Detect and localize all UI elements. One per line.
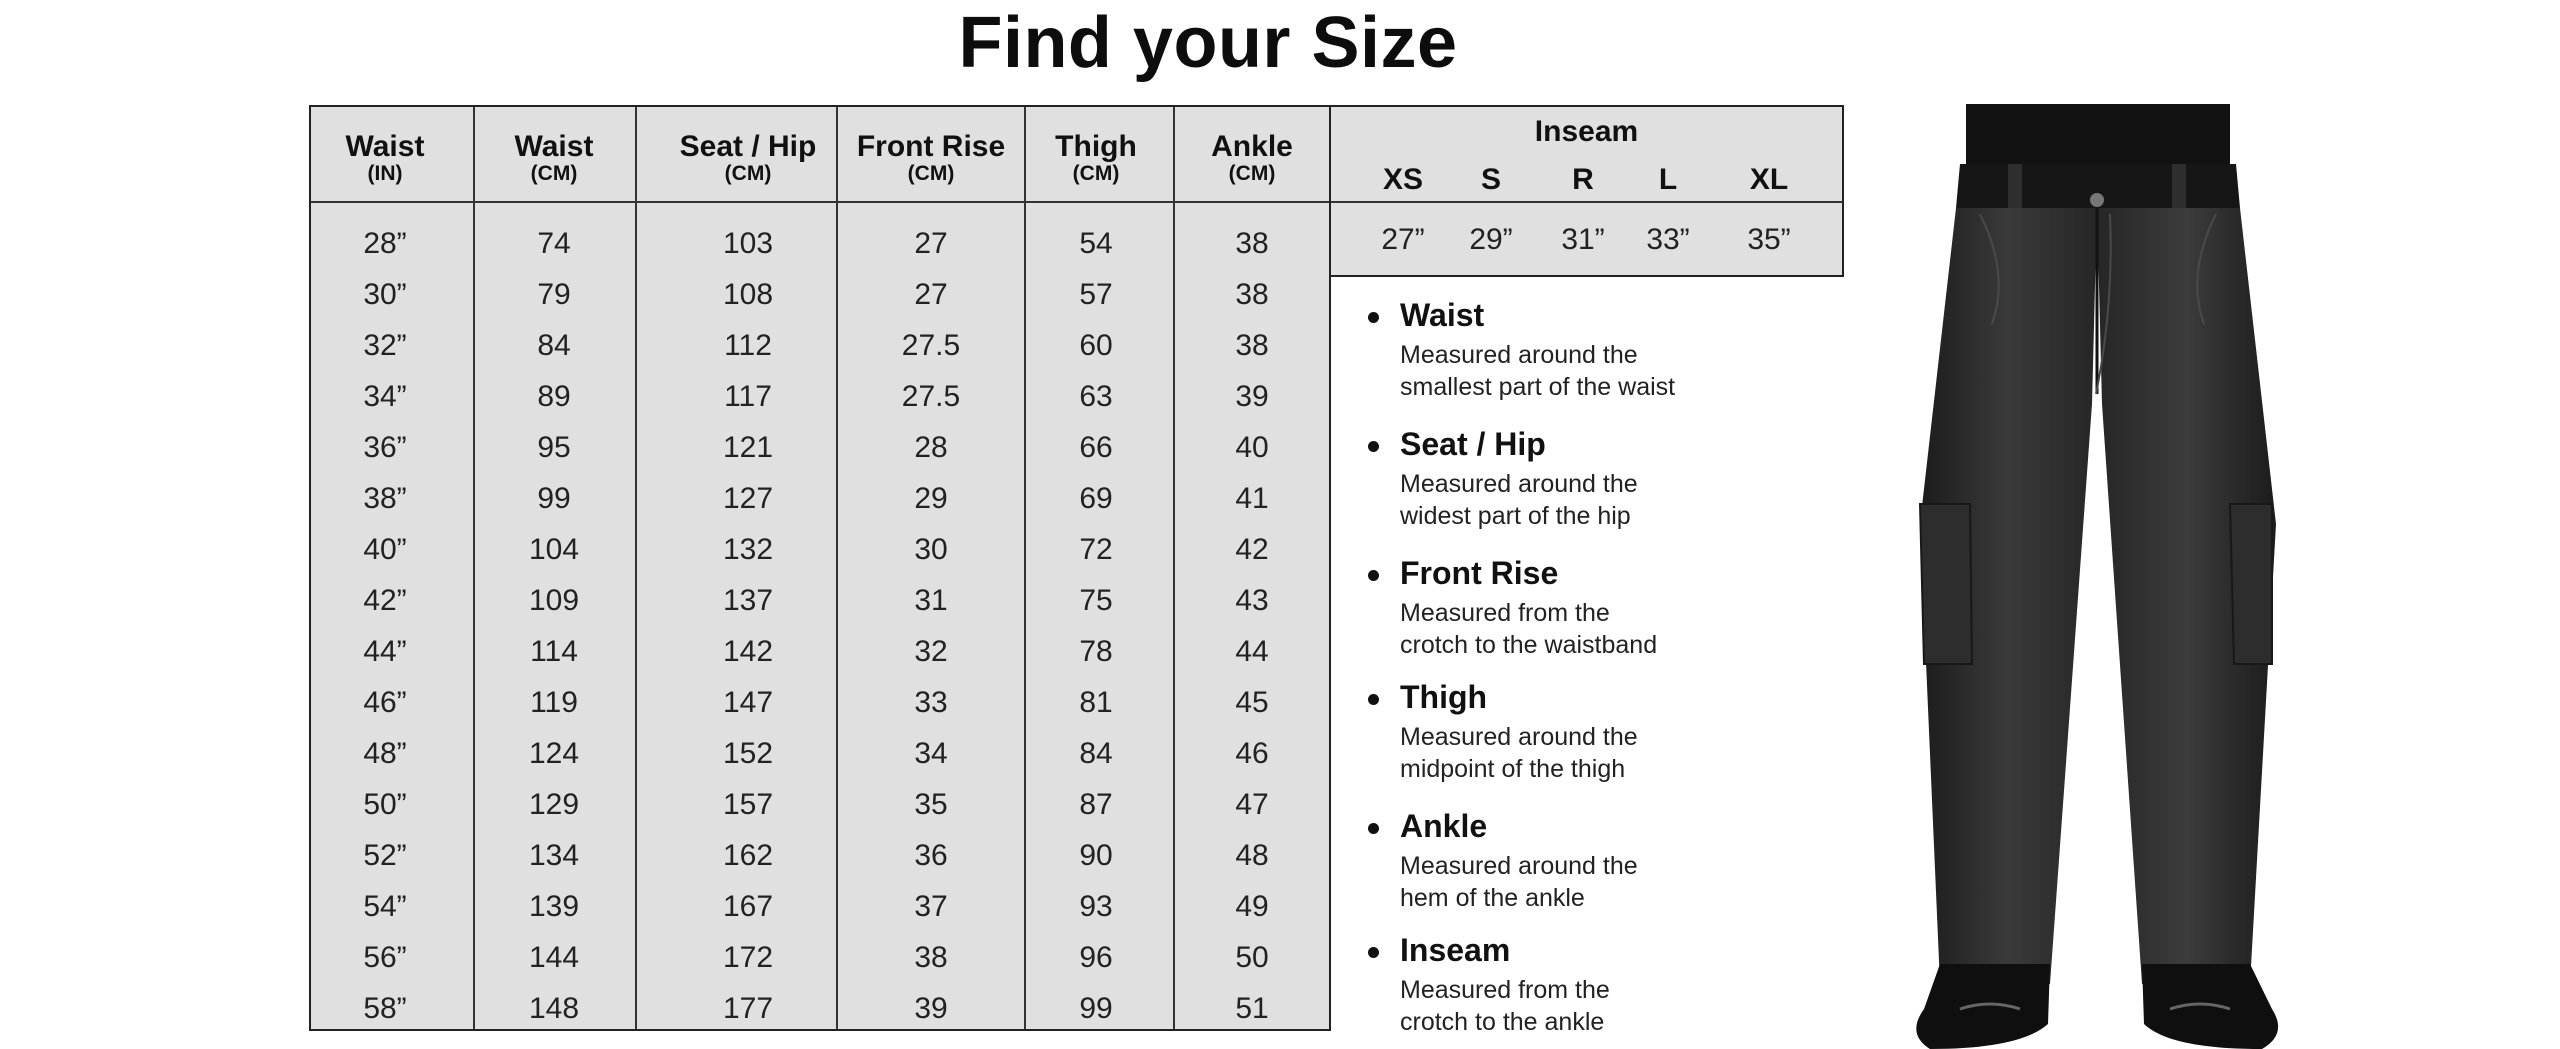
table-cell: 38” xyxy=(363,482,407,515)
table-cell: 162 xyxy=(722,839,774,872)
table-cell: 93 xyxy=(1079,890,1113,923)
table-cell: 29 xyxy=(914,482,948,515)
guide-heading: Inseam xyxy=(1400,932,1511,968)
inseam-size-label: L xyxy=(1658,163,1678,196)
table-cell: 48” xyxy=(363,737,407,770)
table-cell: 50” xyxy=(363,788,407,821)
table-cell: 104 xyxy=(528,533,580,566)
table-cell: 139 xyxy=(528,890,580,923)
table-cell: 132 xyxy=(722,533,774,566)
inseam-size-label: XS xyxy=(1382,163,1424,196)
table-cell: 90 xyxy=(1079,839,1113,872)
column-header-label: Waist xyxy=(345,130,425,163)
table-cell: 157 xyxy=(722,788,774,821)
inseam-size-label: R xyxy=(1572,163,1594,196)
table-cell: 57 xyxy=(1079,278,1113,311)
column-header-unit: (IN) xyxy=(367,162,403,185)
table-cell: 124 xyxy=(528,737,580,770)
table-cell: 38 xyxy=(1235,278,1269,311)
table-row xyxy=(311,626,1329,677)
column-header xyxy=(295,131,475,185)
column-header-unit: (CM) xyxy=(1228,162,1276,185)
table-cell: 30” xyxy=(363,278,407,311)
table-cell: 148 xyxy=(528,992,580,1025)
table-cell: 30 xyxy=(914,533,948,566)
table-row xyxy=(311,983,1329,1034)
guide-description-line: midpoint of the thigh xyxy=(1400,755,1626,783)
bullet-icon xyxy=(1368,947,1379,958)
table-cell: 66 xyxy=(1079,431,1113,464)
guide-description xyxy=(1400,850,1800,914)
column-header-label: Seat / Hip xyxy=(679,130,817,163)
table-cell: 96 xyxy=(1079,941,1113,974)
guide-description-line: hem of the ankle xyxy=(1400,884,1585,912)
trousers-image xyxy=(1900,104,2280,1049)
column-header xyxy=(658,131,838,185)
table-cell: 41 xyxy=(1235,482,1269,515)
column-header xyxy=(1162,131,1342,185)
table-cell: 78 xyxy=(1079,635,1113,668)
bullet-icon xyxy=(1368,823,1379,834)
table-cell: 56” xyxy=(363,941,407,974)
table-cell: 39 xyxy=(914,992,948,1025)
table-cell: 45 xyxy=(1235,686,1269,719)
table-cell: 167 xyxy=(722,890,774,923)
column-header-unit: (CM) xyxy=(1072,162,1120,185)
table-cell: 34 xyxy=(914,737,948,770)
guide-description-line: Measured around the xyxy=(1400,852,1638,880)
table-cell: 54” xyxy=(363,890,407,923)
column-header xyxy=(841,131,1021,185)
inseam-size-label: S xyxy=(1480,163,1501,196)
table-cell: 95 xyxy=(537,431,571,464)
table-cell: 35 xyxy=(914,788,948,821)
table-cell: 39 xyxy=(1235,380,1269,413)
table-cell: 46” xyxy=(363,686,407,719)
table-cell: 44” xyxy=(363,635,407,668)
guide-heading: Seat / Hip xyxy=(1400,426,1546,462)
table-cell: 144 xyxy=(528,941,580,974)
table-cell: 114 xyxy=(530,635,578,668)
table-cell: 84 xyxy=(1079,737,1113,770)
bullet-icon xyxy=(1368,441,1379,452)
table-cell: 60 xyxy=(1079,329,1113,362)
guide-heading: Front Rise xyxy=(1400,555,1559,591)
table-cell: 42” xyxy=(363,584,407,617)
column-header-unit: (CM) xyxy=(907,162,955,185)
table-cell: 40 xyxy=(1235,431,1269,464)
table-row xyxy=(311,830,1329,881)
table-cell: 99 xyxy=(537,482,571,515)
table-cell: 42 xyxy=(1235,533,1269,566)
table-cell: 72 xyxy=(1079,533,1113,566)
table-cell: 74 xyxy=(537,227,571,260)
table-row xyxy=(311,524,1329,575)
table-cell: 112 xyxy=(724,329,772,362)
table-cell: 46 xyxy=(1235,737,1269,770)
table-row xyxy=(311,371,1329,422)
guide-description-line: smallest part of the waist xyxy=(1400,373,1676,401)
table-cell: 147 xyxy=(722,686,774,719)
inseam-table xyxy=(1329,105,1844,277)
table-row xyxy=(311,779,1329,830)
inseam-title: Inseam xyxy=(1534,115,1639,148)
guide-description xyxy=(1400,597,1800,661)
inseam-divider xyxy=(1331,201,1842,203)
table-cell: 36 xyxy=(914,839,948,872)
table-cell: 152 xyxy=(722,737,774,770)
inseam-value: 29” xyxy=(1469,223,1513,256)
guide-description-line: Measured from the xyxy=(1400,976,1610,1004)
guide-description-line: crotch to the ankle xyxy=(1400,1008,1605,1036)
bullet-icon xyxy=(1368,312,1379,323)
table-cell: 69 xyxy=(1079,482,1113,515)
table-cell: 38 xyxy=(1235,329,1269,362)
guide-description xyxy=(1400,339,1800,403)
guide-description xyxy=(1400,721,1800,785)
table-cell: 75 xyxy=(1079,584,1113,617)
table-cell: 48 xyxy=(1235,839,1269,872)
table-cell: 89 xyxy=(537,380,571,413)
table-cell: 33 xyxy=(914,686,948,719)
table-cell: 99 xyxy=(1079,992,1113,1025)
inseam-value: 33” xyxy=(1646,223,1690,256)
table-cell: 129 xyxy=(528,788,580,821)
table-cell: 87 xyxy=(1079,788,1113,821)
table-cell: 38 xyxy=(1235,227,1269,260)
column-header-label: Ankle xyxy=(1211,130,1293,163)
table-cell: 134 xyxy=(528,839,580,872)
table-cell: 27.5 xyxy=(901,380,961,413)
table-cell: 32 xyxy=(914,635,948,668)
table-cell: 43 xyxy=(1235,584,1269,617)
header-divider xyxy=(311,201,1329,203)
table-cell: 31 xyxy=(914,584,948,617)
guide-description xyxy=(1400,468,1800,532)
table-cell: 51 xyxy=(1235,992,1269,1025)
table-row xyxy=(311,473,1329,524)
table-cell: 47 xyxy=(1235,788,1269,821)
inseam-value: 27” xyxy=(1381,223,1425,256)
table-cell: 37 xyxy=(914,890,948,923)
bullet-icon xyxy=(1368,570,1379,581)
table-cell: 63 xyxy=(1079,380,1113,413)
table-cell: 81 xyxy=(1079,686,1113,719)
table-row xyxy=(311,218,1329,269)
column-header-unit: (CM) xyxy=(530,162,578,185)
column-header xyxy=(1006,131,1186,185)
size-table xyxy=(309,105,1331,1031)
column-header-label: Thigh xyxy=(1055,130,1137,163)
page-title: Find your Size xyxy=(958,3,1458,83)
bullet-icon xyxy=(1368,694,1379,705)
guide-heading: Waist xyxy=(1400,297,1485,333)
table-row xyxy=(311,269,1329,320)
table-cell: 109 xyxy=(528,584,580,617)
table-cell: 27 xyxy=(914,278,948,311)
column-header-unit: (CM) xyxy=(724,162,772,185)
table-cell: 127 xyxy=(722,482,774,515)
table-cell: 54 xyxy=(1079,227,1113,260)
table-cell: 177 xyxy=(722,992,774,1025)
guide-description-line: crotch to the waistband xyxy=(1400,631,1658,659)
guide-description-line: Measured around the xyxy=(1400,470,1638,498)
table-cell: 27 xyxy=(914,227,948,260)
table-row xyxy=(311,575,1329,626)
table-cell: 142 xyxy=(722,635,774,668)
table-cell: 32” xyxy=(363,329,407,362)
guide-description-line: Measured around the xyxy=(1400,723,1638,751)
guide-description-line: widest part of the hip xyxy=(1400,502,1631,530)
table-cell: 27.5 xyxy=(901,329,961,362)
table-cell: 172 xyxy=(722,941,774,974)
table-row xyxy=(311,932,1329,983)
table-row xyxy=(311,881,1329,932)
table-cell: 117 xyxy=(724,380,772,413)
column-header xyxy=(464,131,644,185)
table-cell: 34” xyxy=(363,380,407,413)
table-cell: 119 xyxy=(530,686,578,719)
table-cell: 137 xyxy=(722,584,774,617)
table-cell: 84 xyxy=(537,329,571,362)
table-cell: 121 xyxy=(722,431,774,464)
inseam-size-label: XL xyxy=(1749,163,1789,196)
table-cell: 49 xyxy=(1235,890,1269,923)
table-cell: 103 xyxy=(722,227,774,260)
table-row xyxy=(311,728,1329,779)
table-cell: 44 xyxy=(1235,635,1269,668)
table-row xyxy=(311,320,1329,371)
table-cell: 28” xyxy=(363,227,407,260)
column-header-label: Front Rise xyxy=(856,130,1006,163)
guide-description-line: Measured from the xyxy=(1400,599,1610,627)
table-cell: 40” xyxy=(363,533,407,566)
guide-description xyxy=(1400,974,1800,1038)
guide-heading: Thigh xyxy=(1400,679,1488,715)
table-cell: 50 xyxy=(1235,941,1269,974)
guide-heading: Ankle xyxy=(1400,808,1488,844)
table-row xyxy=(311,677,1329,728)
table-row xyxy=(311,422,1329,473)
table-cell: 36” xyxy=(363,431,407,464)
column-header-label: Waist xyxy=(514,130,594,163)
inseam-value: 35” xyxy=(1747,223,1791,256)
inseam-value: 31” xyxy=(1561,223,1605,256)
table-cell: 79 xyxy=(537,278,571,311)
table-cell: 108 xyxy=(722,278,774,311)
guide-description-line: Measured around the xyxy=(1400,341,1638,369)
table-cell: 58” xyxy=(363,992,407,1025)
table-cell: 52” xyxy=(363,839,407,872)
table-cell: 38 xyxy=(914,941,948,974)
table-cell: 28 xyxy=(914,431,948,464)
